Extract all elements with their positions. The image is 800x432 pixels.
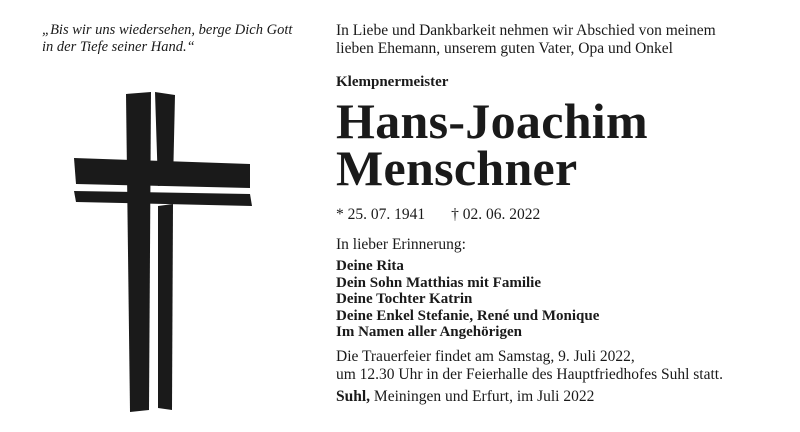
place-rest: Meiningen und Erfurt, im Juli 2022 xyxy=(370,387,595,405)
place-date xyxy=(336,388,786,406)
intro-line-2: lieben Ehemann, unserem guten Vater, Opa und Onkel xyxy=(336,40,673,57)
ceremony-line-1: Die Trauerfeier findet am Samstag, 9. Juli 2022, xyxy=(336,347,635,365)
birth-date: * 25. 07. 1941 xyxy=(336,206,426,223)
main-text xyxy=(336,22,786,406)
deceased-name xyxy=(336,93,786,196)
ceremony-line-2: um 12.30 Uhr in der Feierhalle des Hauptfriedhofes Suhl statt. xyxy=(336,365,723,383)
first-name: Hans-Joachim xyxy=(336,93,648,149)
quote-line-1: „Bis wir uns wiedersehen, berge Dich Gott xyxy=(42,22,293,38)
last-name: Menschner xyxy=(336,140,578,196)
profession: Klempnermeister xyxy=(336,74,449,90)
family-member: Dein Sohn Matthias mit Familie xyxy=(336,274,541,291)
quote-line-2: in der Tiefe seiner Hand.“ xyxy=(42,39,195,55)
ceremony-info xyxy=(336,348,786,384)
intro-line-1: In Liebe und Dankbarkeit nehmen wir Abschied von meinem xyxy=(336,22,716,39)
family-member: Deine Tochter Katrin xyxy=(336,291,473,307)
memory-label: In lieber Erinnerung: xyxy=(336,236,466,253)
place-bold: Suhl, xyxy=(336,387,371,405)
family-member: Deine Enkel Stefanie, René und Monique xyxy=(336,307,600,324)
intro-text xyxy=(336,22,786,58)
family-member: Deine Rita xyxy=(336,258,404,274)
cross-icon xyxy=(74,92,254,412)
family-list xyxy=(336,258,786,341)
bible-quote xyxy=(42,22,322,56)
life-dates xyxy=(336,206,786,224)
family-member: Im Namen aller Angehörigen xyxy=(336,324,522,340)
death-date: † 02. 06. 2022 xyxy=(451,206,541,223)
